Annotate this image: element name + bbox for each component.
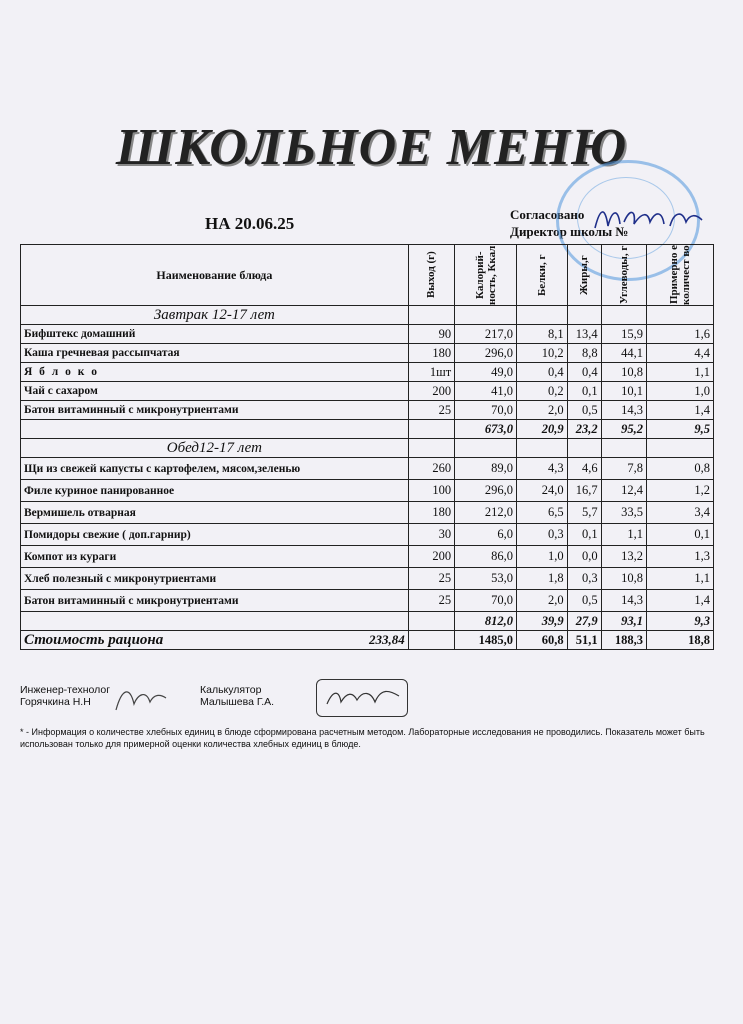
- dish-fat: 0,1: [567, 382, 601, 401]
- dish-carbs: 14,3: [601, 590, 646, 612]
- cost-cell: [21, 631, 409, 650]
- dish-carbs: 33,5: [601, 502, 646, 524]
- dish-weight: 25: [408, 590, 454, 612]
- dish-kcal: 53,0: [455, 568, 517, 590]
- dish-carbs: 15,9: [601, 325, 646, 344]
- cost-protein: 60,8: [517, 631, 568, 650]
- dish-qty: 1,4: [646, 590, 713, 612]
- dish-protein: 0,4: [517, 363, 568, 382]
- dish-qty: 3,4: [646, 502, 713, 524]
- cost-label: Стоимость рациона: [24, 631, 164, 648]
- dish-name: Помидоры свежие ( доп.гарнир): [21, 524, 409, 546]
- dish-weight: 25: [408, 401, 454, 420]
- table-row: [21, 458, 714, 480]
- cost-fat: 51,1: [567, 631, 601, 650]
- dish-carbs: 10,1: [601, 382, 646, 401]
- col-protein-label: Белки, г: [535, 254, 548, 296]
- dish-protein: 2,0: [517, 590, 568, 612]
- dish-kcal: 217,0: [455, 325, 517, 344]
- engineer-role: Инженер-технолог: [20, 684, 111, 696]
- dish-name: Филе куриное панированное: [21, 480, 409, 502]
- dish-weight: 180: [408, 502, 454, 524]
- dish-protein: 10,2: [517, 344, 568, 363]
- col-protein: [517, 245, 568, 306]
- dish-kcal: 86,0: [455, 546, 517, 568]
- total-kcal: 673,0: [455, 420, 517, 439]
- table-row: [21, 325, 714, 344]
- total-qty: 9,3: [646, 612, 713, 631]
- dish-weight: 1шт: [408, 363, 454, 382]
- dish-kcal: 70,0: [455, 401, 517, 420]
- total-protein: 20,9: [517, 420, 568, 439]
- cost-row: [21, 631, 714, 650]
- dish-qty: 1,2: [646, 480, 713, 502]
- dish-weight: 30: [408, 524, 454, 546]
- section-header: [21, 306, 714, 325]
- table-row: [21, 502, 714, 524]
- dish-carbs: 10,8: [601, 568, 646, 590]
- dish-fat: 0,3: [567, 568, 601, 590]
- dish-fat: 0,0: [567, 546, 601, 568]
- table-row: [21, 524, 714, 546]
- total-carbs: 95,2: [601, 420, 646, 439]
- dish-name: Бифштекс домашний: [21, 325, 409, 344]
- dish-qty: 1,3: [646, 546, 713, 568]
- table-row: [21, 401, 714, 420]
- dish-fat: 4,6: [567, 458, 601, 480]
- col-carbs-label: Углеводы, г: [617, 245, 630, 305]
- col-weight: [408, 245, 454, 306]
- page-title: ШКОЛЬНОЕ МЕНЮ: [115, 119, 628, 176]
- dish-protein: 4,3: [517, 458, 568, 480]
- col-qty-label: Примерно е количест во: [667, 245, 692, 305]
- dish-kcal: 70,0: [455, 590, 517, 612]
- table-row: [21, 568, 714, 590]
- dish-kcal: 212,0: [455, 502, 517, 524]
- dish-fat: 13,4: [567, 325, 601, 344]
- dish-name: Батон витаминный с микронутриентами: [21, 590, 409, 612]
- dish-name: Я б л о к о: [21, 363, 409, 382]
- dish-protein: 1,8: [517, 568, 568, 590]
- section-total-row: [21, 420, 714, 439]
- engineer-name: Горячкина Н.Н: [20, 696, 91, 708]
- table-row: [21, 546, 714, 568]
- dish-qty: 0,1: [646, 524, 713, 546]
- calculator-role: Калькулятор: [200, 684, 262, 696]
- col-kcal-label: Калорий-ность, Ккал: [473, 245, 498, 305]
- dish-name: Чай с сахаром: [21, 382, 409, 401]
- dish-fat: 8,8: [567, 344, 601, 363]
- calculator-signature-box: [316, 679, 408, 717]
- dish-kcal: 6,0: [455, 524, 517, 546]
- dish-qty: 1,1: [646, 568, 713, 590]
- table-row: [21, 480, 714, 502]
- dish-fat: 5,7: [567, 502, 601, 524]
- dish-name: Хлеб полезный с микронутриентами: [21, 568, 409, 590]
- dish-name: Компот из кураги: [21, 546, 409, 568]
- cost-carbs: 188,3: [601, 631, 646, 650]
- table-header: [21, 245, 714, 306]
- dish-name: Каша гречневая рассыпчатая: [21, 344, 409, 363]
- dish-kcal: 89,0: [455, 458, 517, 480]
- col-qty: [646, 245, 713, 306]
- dish-protein: 0,3: [517, 524, 568, 546]
- dish-weight: 90: [408, 325, 454, 344]
- menu-date: НА 20.06.25: [205, 214, 295, 233]
- cost-qty: 18,8: [646, 631, 713, 650]
- table-row: [21, 590, 714, 612]
- dish-qty: 1,0: [646, 382, 713, 401]
- dish-carbs: 7,8: [601, 458, 646, 480]
- dish-carbs: 44,1: [601, 344, 646, 363]
- dish-weight: 100: [408, 480, 454, 502]
- dish-protein: 2,0: [517, 401, 568, 420]
- col-carbs: [601, 245, 646, 306]
- dish-protein: 8,1: [517, 325, 568, 344]
- cost-kcal: 1485,0: [455, 631, 517, 650]
- dish-fat: 16,7: [567, 480, 601, 502]
- calculator-name: Малышева Г.А.: [200, 696, 275, 708]
- dish-weight: 200: [408, 546, 454, 568]
- dish-qty: 1,4: [646, 401, 713, 420]
- dish-fat: 0,5: [567, 401, 601, 420]
- table-row: [21, 344, 714, 363]
- dish-carbs: 13,2: [601, 546, 646, 568]
- total-qty: 9,5: [646, 420, 713, 439]
- col-dish-name: Наименование блюда: [21, 245, 409, 306]
- dish-kcal: 296,0: [455, 344, 517, 363]
- dish-protein: 1,0: [517, 546, 568, 568]
- col-kcal: [455, 245, 517, 306]
- table-row: [21, 363, 714, 382]
- section-total-row: [21, 612, 714, 631]
- dish-weight: 25: [408, 568, 454, 590]
- total-fat: 27,9: [567, 612, 601, 631]
- section-title: Завтрак 12-17 лет: [21, 306, 409, 325]
- dish-kcal: 296,0: [455, 480, 517, 502]
- dish-fat: 0,1: [567, 524, 601, 546]
- dish-fat: 0,5: [567, 590, 601, 612]
- col-fat: [567, 245, 601, 306]
- dish-carbs: 14,3: [601, 401, 646, 420]
- footnote: * - Информация о количестве хлебных единиц в блюде сформирована расчетным методом. Лабораторные исследования не проводились. Показатель может быть использован только для примерной оценки количества хлебных единиц в блюде.: [20, 727, 705, 749]
- dish-carbs: 12,4: [601, 480, 646, 502]
- dish-carbs: 10,8: [601, 363, 646, 382]
- dish-name: Щи из свежей капусты с картофелем, мясом,зеленью: [21, 458, 409, 480]
- dish-weight: 260: [408, 458, 454, 480]
- total-kcal: 812,0: [455, 612, 517, 631]
- total-fat: 23,2: [567, 420, 601, 439]
- total-protein: 39,9: [517, 612, 568, 631]
- approval-label: Согласовано: [510, 207, 585, 222]
- dish-weight: 200: [408, 382, 454, 401]
- col-fat-label: Жиры,г: [578, 255, 591, 295]
- dish-qty: 4,4: [646, 344, 713, 363]
- dish-fat: 0,4: [567, 363, 601, 382]
- dish-qty: 0,8: [646, 458, 713, 480]
- menu-table: [20, 244, 714, 650]
- dish-qty: 1,6: [646, 325, 713, 344]
- table-row: [21, 382, 714, 401]
- engineer-signature: [110, 680, 170, 716]
- dish-kcal: 49,0: [455, 363, 517, 382]
- dish-protein: 24,0: [517, 480, 568, 502]
- calculator-signature: [317, 680, 407, 716]
- dish-weight: 180: [408, 344, 454, 363]
- dish-name: Вермишель отварная: [21, 502, 409, 524]
- dish-qty: 1,1: [646, 363, 713, 382]
- dish-kcal: 41,0: [455, 382, 517, 401]
- col-weight-label: Выход (г): [425, 251, 438, 299]
- dish-carbs: 1,1: [601, 524, 646, 546]
- dish-name: Батон витаминный с микронутриентами: [21, 401, 409, 420]
- dish-protein: 6,5: [517, 502, 568, 524]
- section-title: Обед12-17 лет: [21, 439, 409, 458]
- director-label: Директор школы №: [510, 224, 629, 239]
- director-signature: [590, 198, 710, 238]
- cost-value: 233,84: [369, 631, 405, 647]
- dish-protein: 0,2: [517, 382, 568, 401]
- total-carbs: 93,1: [601, 612, 646, 631]
- section-header: [21, 439, 714, 458]
